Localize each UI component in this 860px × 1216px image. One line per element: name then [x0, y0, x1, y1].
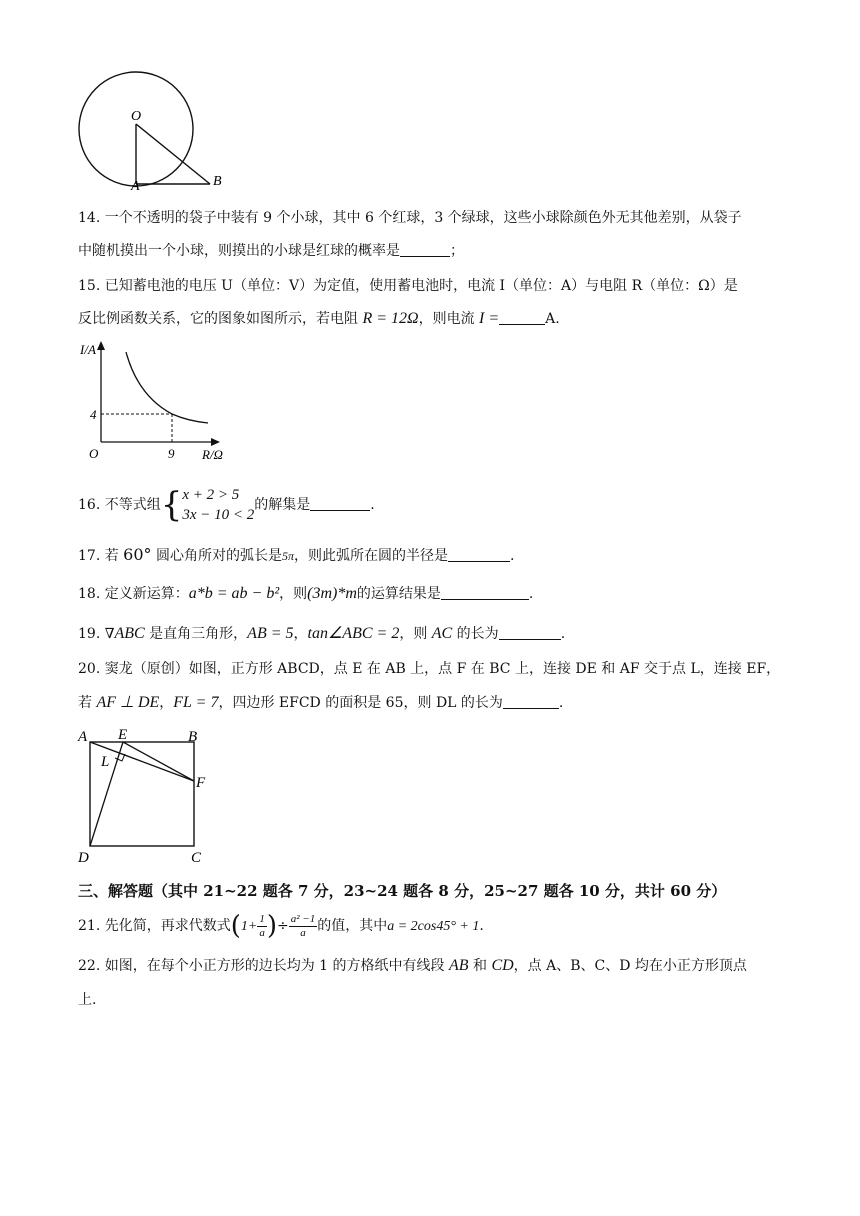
section-3-heading: 三、解答题（其中 21~22 题各 7 分，23~24 题各 8 分，25~27 题各 10 分，共计 60 分） [78, 882, 727, 900]
q14-answer-blank[interactable] [400, 242, 450, 257]
q18-answer-blank[interactable] [441, 585, 529, 600]
q15-answer-blank[interactable] [499, 310, 545, 325]
segment-OB [136, 124, 210, 184]
q15-line1: 15. 已知蓄电池的电压 U（单位：V）为定值，使用蓄电池时，电流 I（单位：A）与电阻 R（单位：Ω）是 [78, 278, 738, 294]
q14-line1: 14. 一个不透明的袋子中装有 9 个小球，其中 6 个红球，3 个绿球，这些小球除颜色外无其他差别，从袋子 [78, 210, 742, 226]
q22-line2: 上. [78, 992, 97, 1008]
fraction-a2-minus-1-over-a: $\frac{\text{a² −1}}{a}$ [290, 912, 316, 939]
inverse-function-graph [80, 338, 250, 466]
inverse-curve [126, 352, 208, 423]
q19-answer-blank[interactable] [499, 625, 561, 640]
y-tick-4: 4 [90, 407, 97, 422]
ylabel: I/A [80, 342, 96, 357]
origin-label: O [89, 446, 99, 461]
q16-line: 16. 不等式组{ x + 2 > 5 3x − 10 < 2 的解集是 . [78, 485, 375, 525]
q20-answer-blank[interactable] [503, 694, 559, 709]
fraction-1-over-a: $\frac{1}{a}$ [259, 912, 265, 939]
label-A: A [78, 729, 88, 745]
q18-line: 18. 定义新运算：a*b = ab − b²，则(3m)*m的运算结果是 . [78, 585, 534, 602]
q14-line2: 中随机摸出一个小球，则摸出的小球是红球的概率是 ； [78, 243, 464, 259]
label-E: E [118, 727, 128, 743]
q17-line: 17. 若 60° 圆心角所对的弧长是5π，则此弧所在圆的半径是 . [78, 545, 515, 564]
inequality-system: x + 2 > 5 3x − 10 < 2 [182, 487, 255, 523]
label-F: F [196, 775, 206, 791]
q20-line1: 20. 窦龙（原创）如图，正方形 ABCD，点 E 在 AB 上，点 F 在 BC 上，连接 DE 和 AF 交于点 L，连接 EF， [78, 661, 781, 677]
x-tick-9: 9 [168, 446, 175, 461]
xlabel: R/Ω [202, 447, 223, 462]
label-B: B [213, 174, 222, 189]
y-axis-arrow [97, 341, 105, 350]
label-L: L [101, 754, 110, 770]
x-axis-arrow [211, 438, 220, 446]
label-C: C [191, 850, 202, 866]
q15-line2: 反比例函数关系，它的图象如图所示，若电阻 R = 12Ω，则电流 I = A. [78, 310, 560, 327]
segment-EF [123, 742, 194, 781]
label-O: O [131, 109, 142, 124]
label-D: D [78, 850, 89, 866]
q20-line2: 若 AF ⊥ DE，FL = 7，四边形 EFCD 的面积是 65，则 DL 的长为 . [78, 694, 564, 711]
q16-answer-blank[interactable] [310, 496, 370, 511]
q22-line1: 22. 如图，在每个小正方形的边长均为 1 的方格纸中有线段 AB 和 CD，点 A、B、C、D 均在小正方形顶点 [78, 957, 747, 974]
q19-line: 19. ∇ABC 是直角三角形，AB = 5，tan∠ABC = 2，则 AC 的长为 . [78, 625, 566, 642]
square-figure [74, 724, 224, 870]
q21-line: 21. 先化简，再求代数式(1+ $\frac{1}{a}$ )÷ $\frac{\text{a² −1}}{a}$ 的值，其中a = 2cos45° + 1. [78, 911, 484, 941]
circle-tangent-figure [70, 68, 240, 198]
label-A: A [131, 179, 140, 194]
q17-answer-blank[interactable] [448, 547, 510, 562]
label-B: B [188, 729, 198, 745]
system-brace: { [160, 485, 183, 525]
